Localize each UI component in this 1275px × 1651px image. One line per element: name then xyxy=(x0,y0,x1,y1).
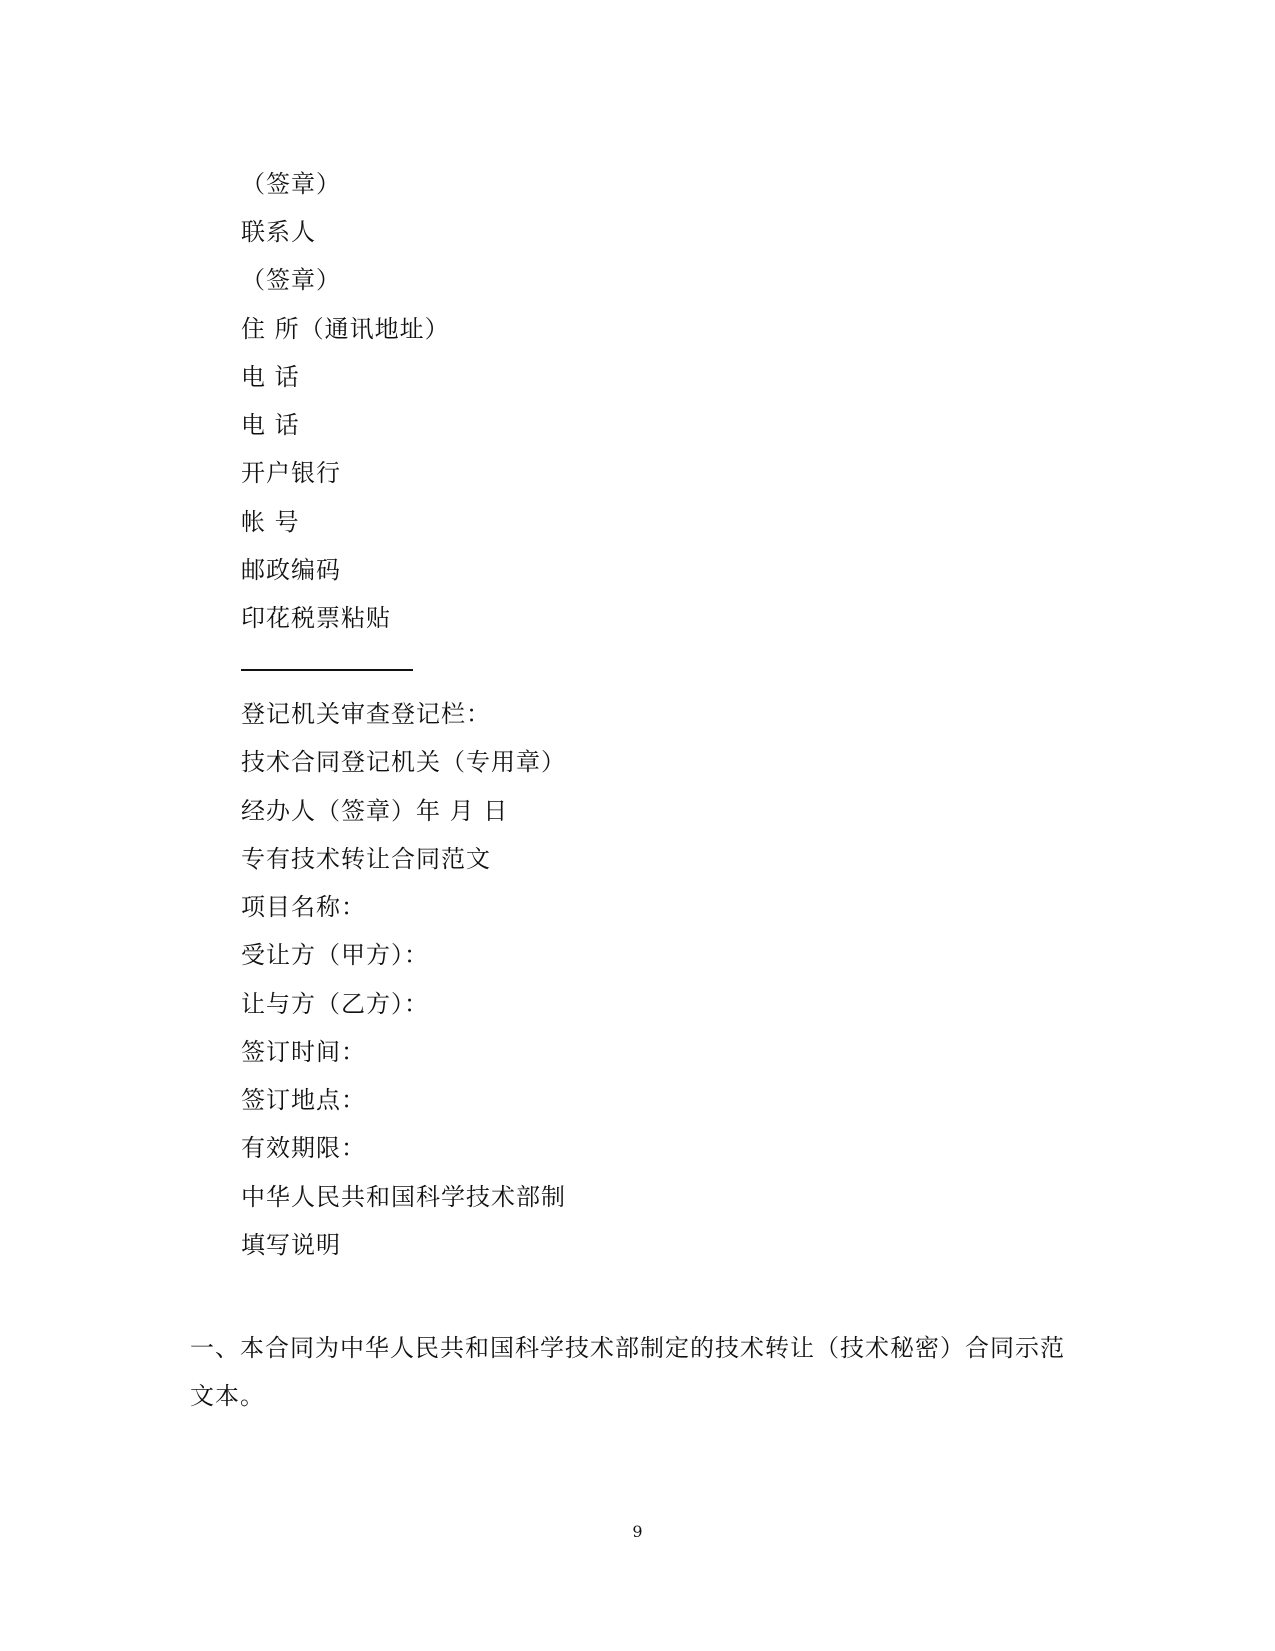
transferor-line: 让与方（乙方）： xyxy=(241,990,429,1018)
handler-date-line: 经办人（签章）年 月 日 xyxy=(241,797,509,825)
stamp-tax-line: 印花税票粘贴 xyxy=(241,604,391,632)
issuer-line: 中华人民共和国科学技术部制 xyxy=(241,1183,566,1211)
page-number: 9 xyxy=(632,1522,643,1541)
sign-place-line: 签订地点： xyxy=(241,1086,366,1114)
seal-line: （签章） xyxy=(241,170,341,198)
registration-authority-line: 技术合同登记机关（专用章） xyxy=(241,748,566,776)
instruction-item-1: 一、本合同为中华人民共和国科学技术部制定的技术转让（技术秘密）合同示范文本。 xyxy=(190,1334,1065,1410)
contract-title: 专有技术转让合同范文 xyxy=(241,845,491,873)
account-number-line: 帐 号 xyxy=(241,508,300,536)
address-line: 住 所（通讯地址） xyxy=(241,315,450,343)
separator-rule xyxy=(241,669,413,671)
registration-heading: 登记机关审查登记栏： xyxy=(241,700,491,728)
phone-line: 电 话 xyxy=(241,411,300,439)
project-name-line: 项目名称： xyxy=(241,893,366,921)
transferee-line: 受让方（甲方）： xyxy=(241,941,429,969)
postal-code-line: 邮政编码 xyxy=(241,556,341,584)
contact-person-line: 联系人 xyxy=(241,218,316,246)
bank-line: 开户银行 xyxy=(241,459,341,487)
seal-line: （签章） xyxy=(241,266,341,294)
instructions-heading: 填写说明 xyxy=(241,1231,341,1259)
phone-line: 电 话 xyxy=(241,363,300,391)
validity-line: 有效期限： xyxy=(241,1134,366,1162)
sign-time-line: 签订时间： xyxy=(241,1038,366,1066)
